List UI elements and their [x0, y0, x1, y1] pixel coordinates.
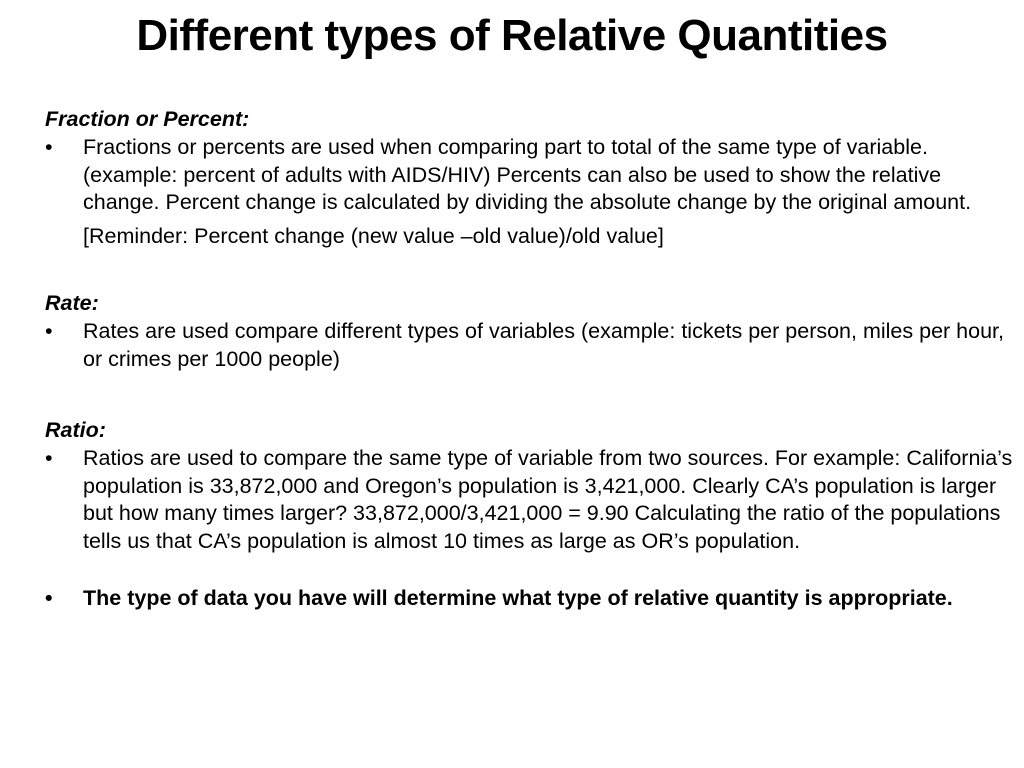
bullet-item — [45, 445, 1015, 555]
reminder-text: [Reminder: Percent change (new value –old value)/old value] — [83, 223, 664, 248]
bullet-icon: • — [45, 319, 53, 343]
spacer — [45, 373, 1015, 415]
spacer — [45, 250, 1015, 288]
spacer — [45, 555, 1015, 585]
section-ratio — [45, 415, 1015, 555]
bullet-text: Rates are used compare different types of variables (example: tickets per person, miles per hour, or crimes per 1000 people) — [83, 319, 1004, 371]
bullet-icon: • — [45, 135, 53, 159]
section-heading: Rate: — [45, 291, 99, 315]
bullet-icon: • — [45, 446, 53, 470]
bullet-icon: • — [45, 586, 53, 610]
section-heading: Fraction or Percent: — [45, 107, 250, 131]
bullet-item — [45, 134, 1015, 217]
slide-title: Different types of Relative Quantities — [136, 11, 888, 60]
bullet-text: Fractions or percents are used when comparing part to total of the same type of variable. (example: percent of adults with AIDS/HIV) Percents can also be used to show the relative change. Percent change is calculated by dividing the absolute change by the original amount. — [83, 135, 972, 214]
conclusion-text: The type of data you have will determine what type of relative quantity is appropriate. — [83, 586, 953, 610]
bullet-text: Ratios are used to compare the same type of variable from two sources. For example: California’s population is 33,872,000 and Oregon’s population is 3,421,000. Clearly CA’s population is larger but how many times larger? 33,872,000/3,421,000 = 9.90 Calculating the ratio of the populations tells us that CA’s population is almost 10 times as large as OR’s population. — [83, 446, 1013, 553]
slide-content — [45, 104, 1015, 613]
section-rate — [45, 288, 1015, 373]
section-heading: Ratio: — [45, 418, 106, 442]
bullet-item — [45, 318, 1015, 373]
section-fraction-percent — [45, 104, 1015, 250]
conclusion-bullet — [45, 585, 1015, 613]
